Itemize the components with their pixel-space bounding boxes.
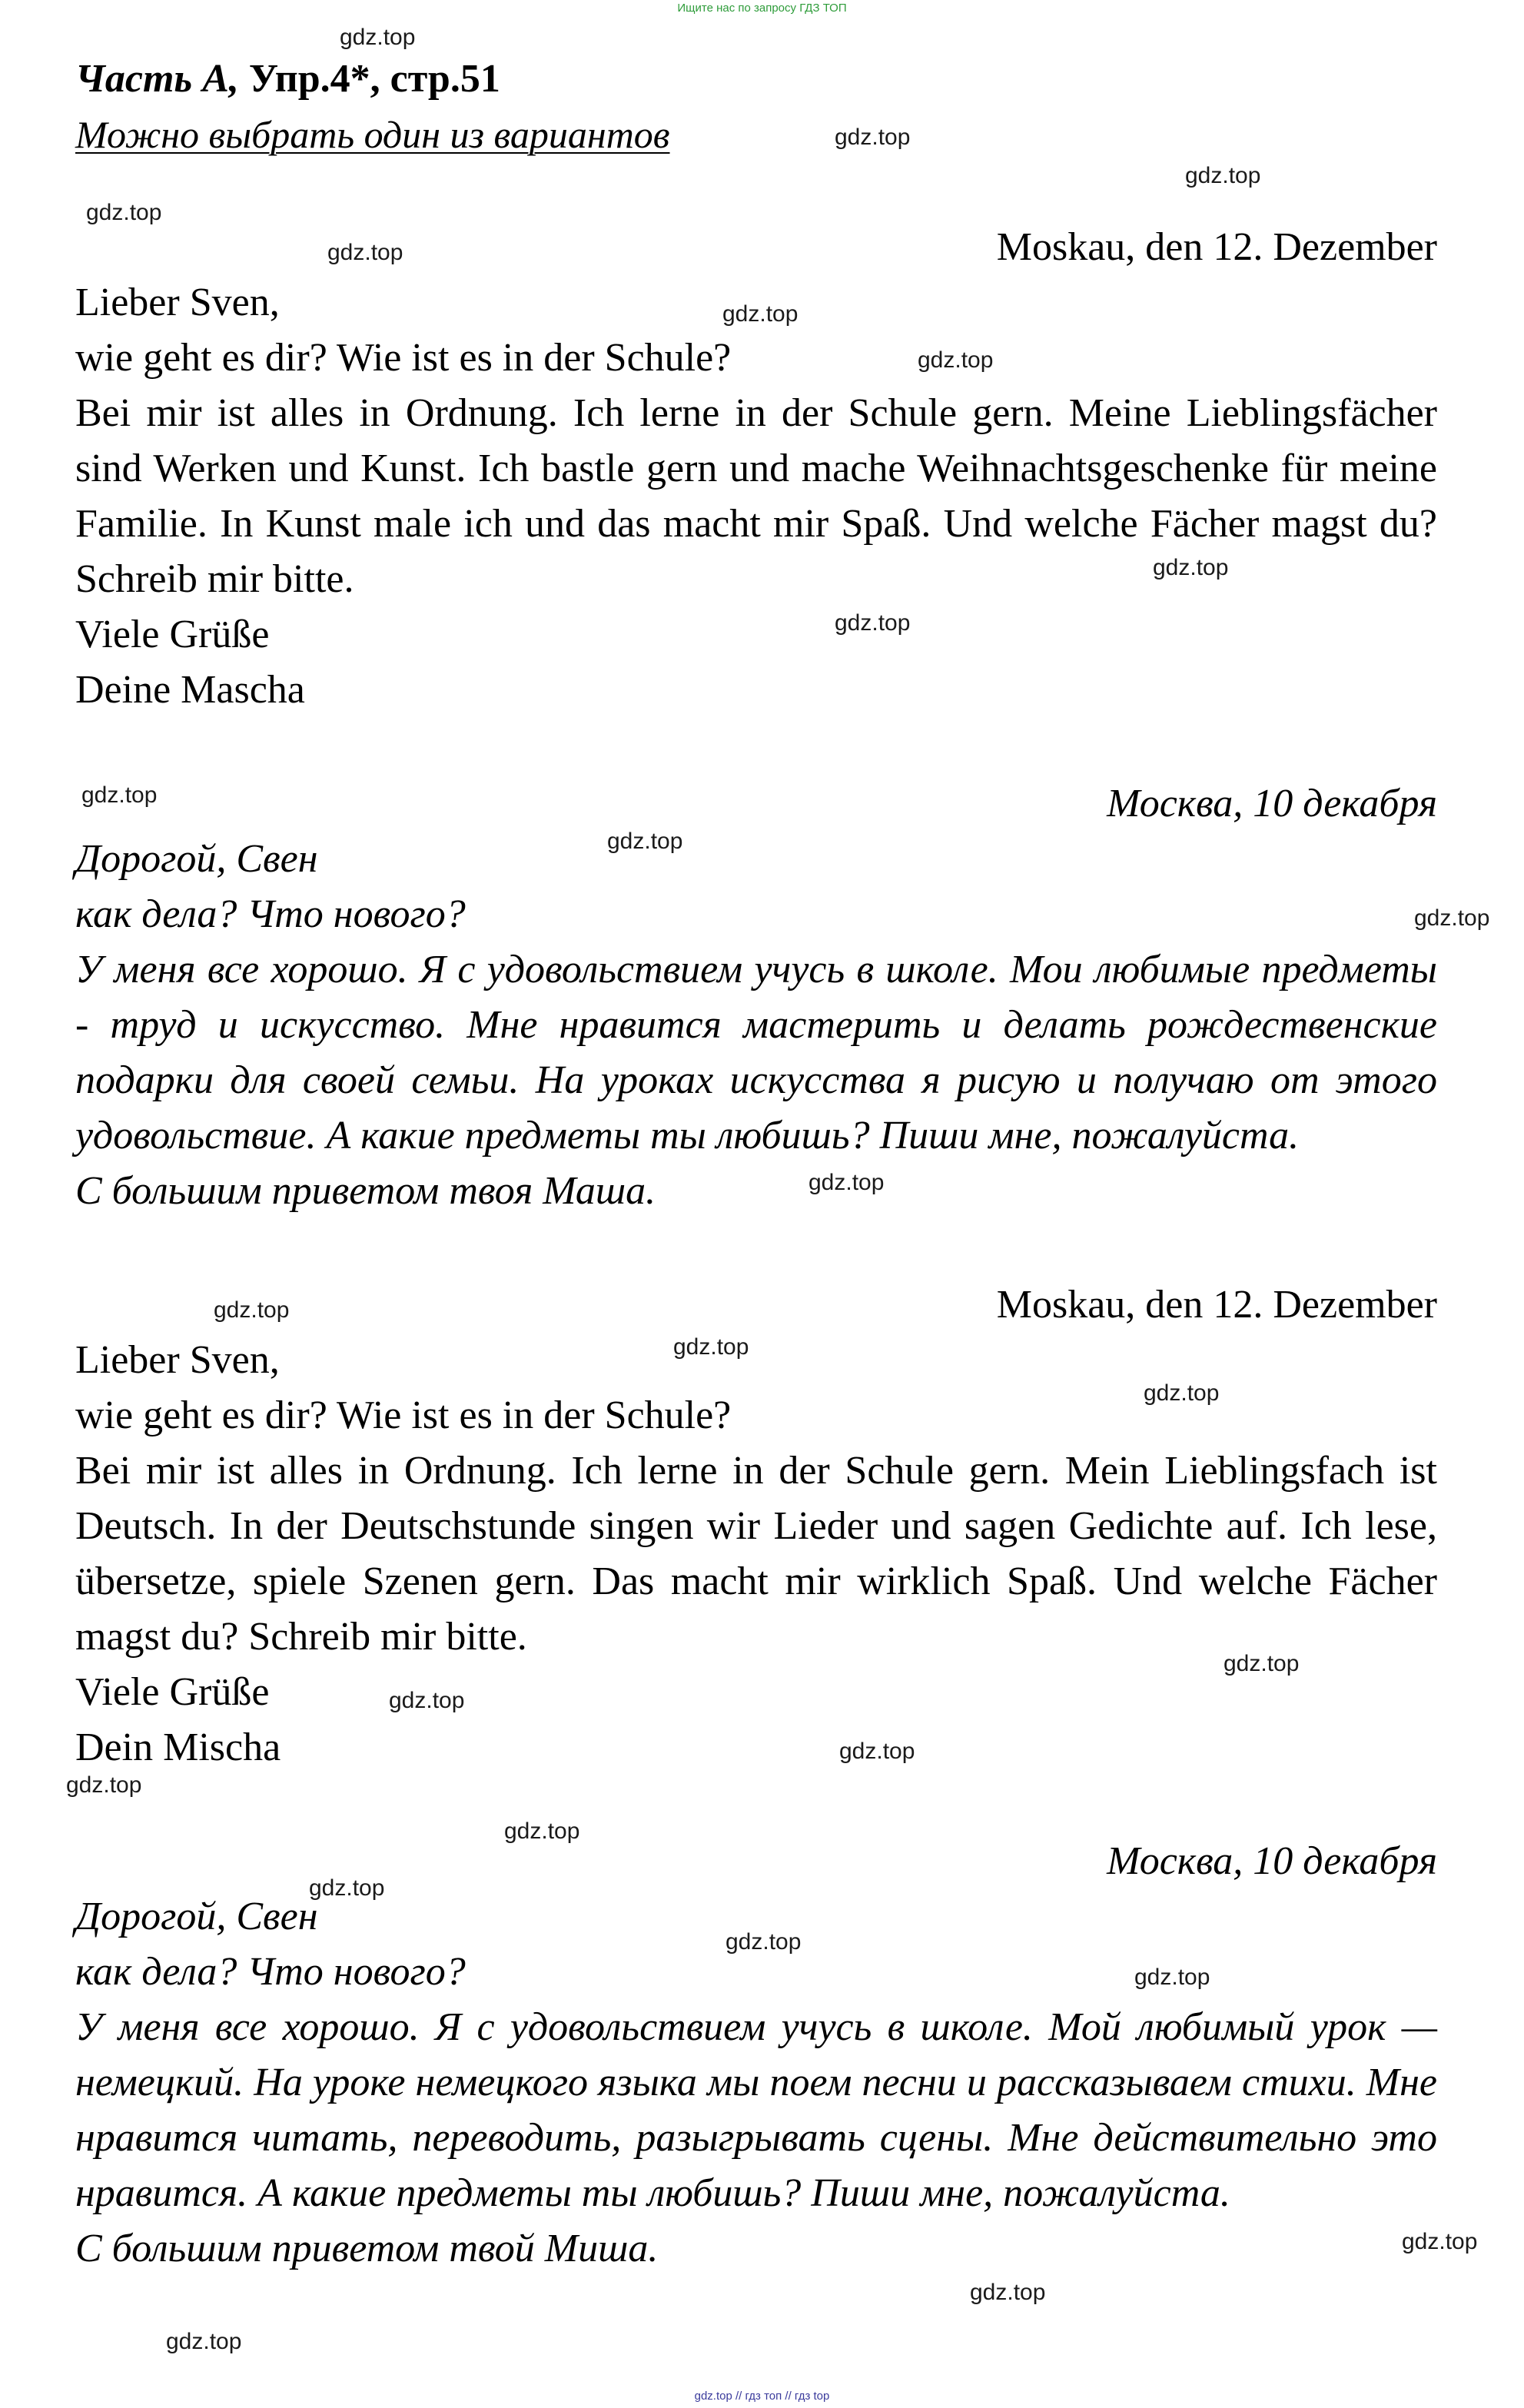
watermark: gdz.top <box>166 2329 242 2354</box>
watermark: gdz.top <box>725 1929 802 1955</box>
watermark: gdz.top <box>1185 163 1261 188</box>
letter-german-1 <box>75 220 1437 718</box>
watermark: gdz.top <box>327 240 403 265</box>
page-title-exercise: Упр.4*, стр.51 <box>238 57 500 101</box>
watermark: gdz.top <box>1224 1651 1300 1676</box>
watermark: gdz.top <box>504 1818 580 1844</box>
watermark: gdz.top <box>81 782 158 808</box>
letter-signature: Dein Mischa <box>75 1725 281 1769</box>
letter-greeting: Дорогой, Свен <box>75 837 318 881</box>
watermark: gdz.top <box>839 1739 915 1764</box>
letter-date: Москва, 10 декабря <box>1107 1839 1437 1883</box>
bottom-banner: gdz.top // гдз топ // гдз top <box>694 2390 830 2403</box>
watermark: gdz.top <box>918 347 994 373</box>
top-banner: Ищите нас по запросу ГДЗ ТОП <box>677 2 847 15</box>
letter-question: как дела? Что нового? <box>75 892 466 936</box>
page-subtitle: Можно выбрать один из вариантов <box>75 113 670 156</box>
page-title <box>75 55 500 103</box>
watermark: gdz.top <box>340 25 416 50</box>
watermark: gdz.top <box>66 1772 142 1798</box>
letter-body: Bei mir ist alles in Ordnung. Ich lerne in der Schule gern. Meine Lieblingsfächer sind Werken und Kunst. Ich bastle gern und mache Weihnachtsgeschenke für meine Familie. In Kunst male ich und das macht mir Spaß. Und welche Fächer magst du? Schreib mir bitte. <box>75 391 1437 601</box>
letter-greeting: Lieber Sven, <box>75 281 280 324</box>
letter-german-2 <box>75 1277 1437 1775</box>
watermark: gdz.top <box>970 2280 1046 2305</box>
letter-question: wie geht es dir? Wie ist es in der Schule? <box>75 1393 732 1437</box>
letter-russian-1 <box>75 776 1437 1219</box>
letter-greeting: Дорогой, Свен <box>75 1895 318 1938</box>
letter-body: У меня все хорошо. Я с удовольствием учусь в школе. Мои любимые предметы - труд и искусство. Мне нравится мастерить и делать рождественские подарки для своей семьи. На уроках искусства я рисую и получаю от этого удовольствие. А какие предметы ты любишь? Пиши мне, пожалуйста. <box>75 948 1437 1158</box>
watermark: gdz.top <box>607 829 683 854</box>
watermark: gdz.top <box>309 1875 385 1901</box>
watermark: gdz.top <box>673 1334 749 1360</box>
letter-russian-2 <box>75 1834 1437 2277</box>
letter-closing: С большим приветом твоя Маша. <box>75 1169 656 1213</box>
letter-body: Bei mir ist alles in Ordnung. Ich lerne in der Schule gern. Mein Lieblingsfach ist Deutsch. In der Deutschstunde singen wir Lieder und sagen Gedichte auf. Ich lese, übersetze, spiele Szenen gern. Das macht mir wirklich Spaß. Und welche Fächer magst du? Schreib mir bitte. <box>75 1449 1437 1659</box>
watermark: gdz.top <box>86 200 162 225</box>
watermark: gdz.top <box>808 1170 885 1195</box>
letter-closing: Viele Grüße <box>75 613 270 656</box>
letter-date: Москва, 10 декабря <box>1107 782 1437 825</box>
letter-question: как дела? Что нового? <box>75 1950 466 1994</box>
watermark: gdz.top <box>722 301 799 327</box>
letter-closing: С большим приветом твой Миша. <box>75 2227 659 2270</box>
watermark: gdz.top <box>835 125 911 150</box>
letter-closing: Viele Grüße <box>75 1670 270 1714</box>
watermark: gdz.top <box>214 1297 290 1323</box>
watermark: gdz.top <box>389 1688 465 1713</box>
watermark: gdz.top <box>1134 1965 1210 1990</box>
watermark: gdz.top <box>835 610 911 636</box>
watermark: gdz.top <box>1153 555 1229 580</box>
page-title-part: Часть А, <box>75 57 239 101</box>
letter-date: Moskau, den 12. Dezember <box>996 225 1437 269</box>
letter-question: wie geht es dir? Wie ist es in der Schule? <box>75 336 732 380</box>
letter-signature: Deine Mascha <box>75 668 305 712</box>
letter-body: У меня все хорошо. Я с удовольствием учусь в школе. Мой любимый урок — немецкий. На уроке немецкого языка мы поем песни и рассказываем стихи. Мне нравится читать, переводить, разыгрывать сцены. Мне действительно это нравится. А какие предметы ты любишь? Пиши мне, пожалуйста. <box>75 2005 1437 2215</box>
letter-date: Moskau, den 12. Dezember <box>996 1283 1437 1327</box>
watermark: gdz.top <box>1414 905 1490 931</box>
watermark: gdz.top <box>1144 1380 1220 1406</box>
watermark: gdz.top <box>1402 2229 1478 2254</box>
letter-greeting: Lieber Sven, <box>75 1338 280 1382</box>
